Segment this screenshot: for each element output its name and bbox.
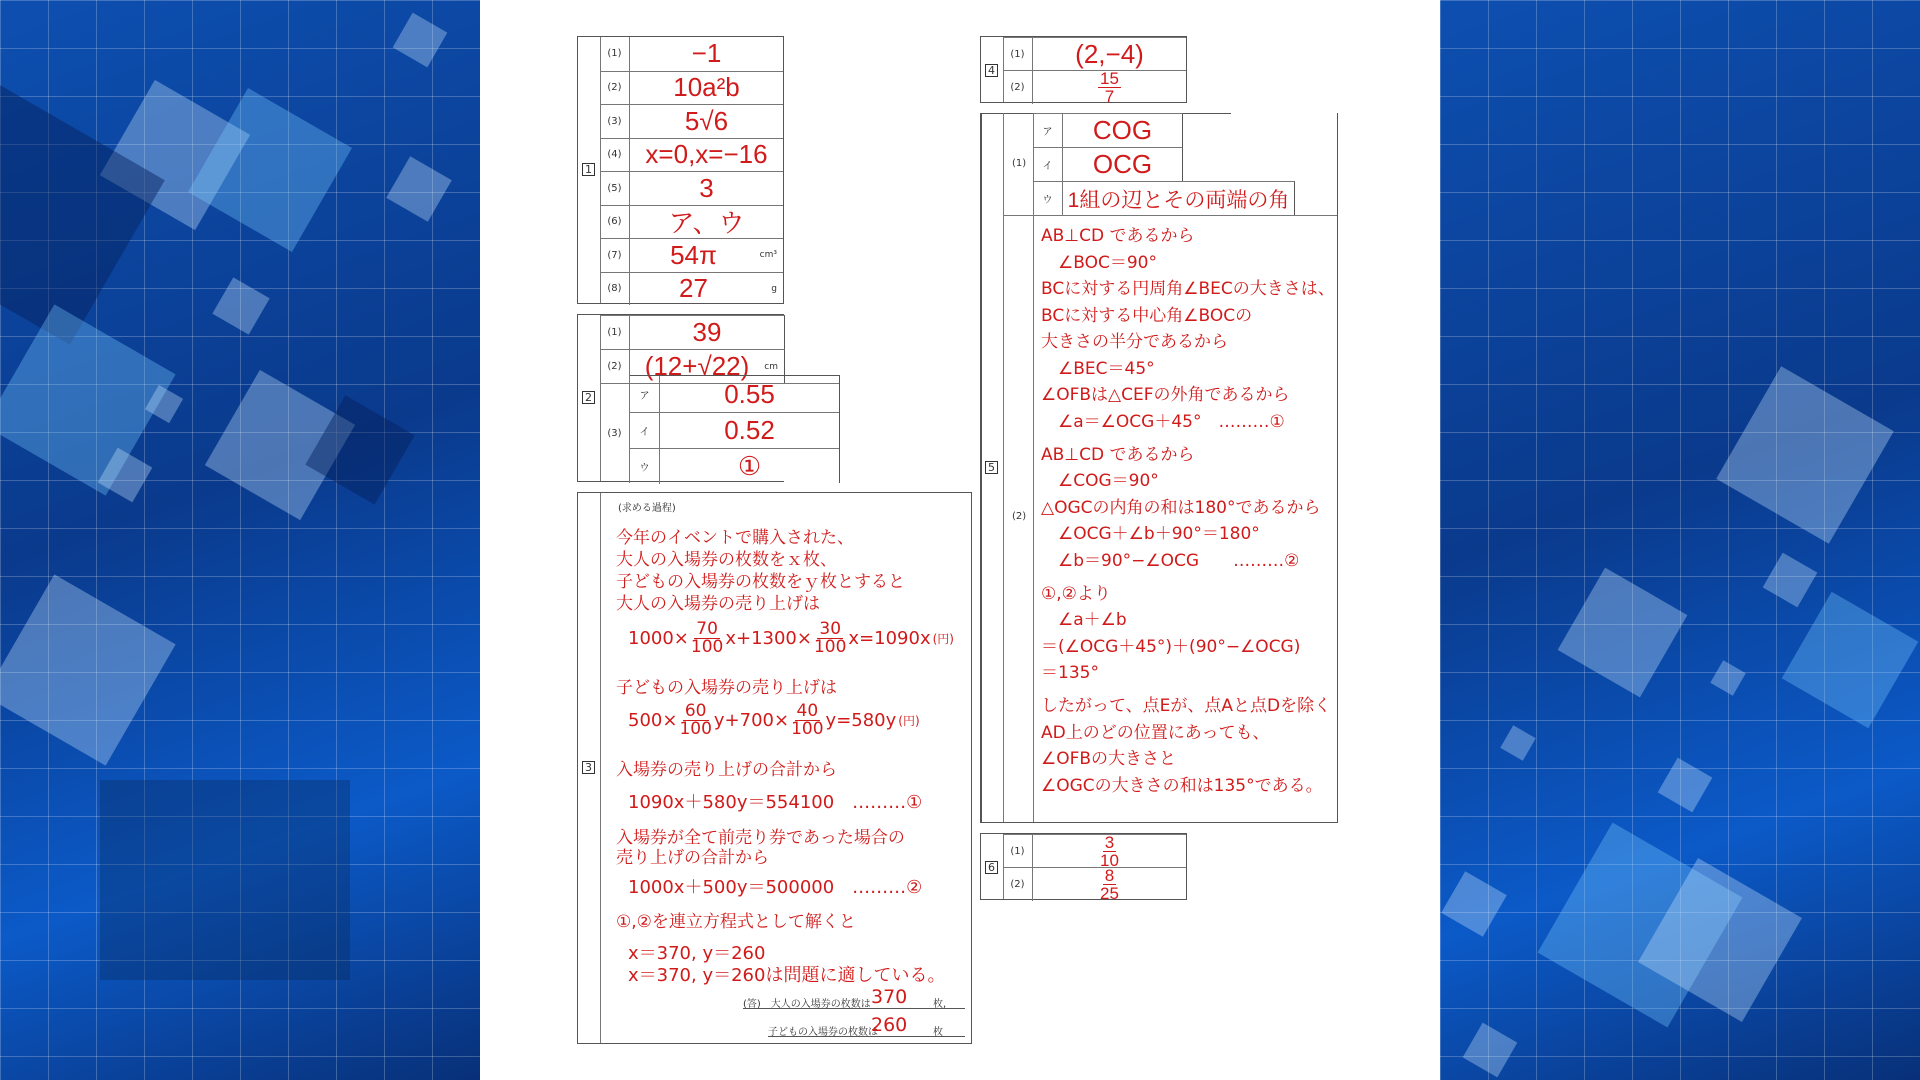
q5-proof-line: BCに対する中心角∠BOCの	[1041, 305, 1253, 326]
q3-answer-line-1: (答) 大人の入場券の枚数は 370 枚,	[743, 989, 965, 1009]
q5-proof-line: ∠BOC＝90°	[1041, 252, 1157, 273]
q1-row: (6) ア、ウ	[600, 205, 783, 239]
q1-row: (1) −1	[600, 37, 783, 71]
q1-row: (5) 3	[600, 171, 783, 205]
q5-proof-line: ∠a＝∠OCG＋45° ………①	[1041, 411, 1285, 432]
q3-box: 3 (求める過程) 今年のイベントで購入された、 大人の入場券の枚数をｘ枚、 子どもの入場券の枚数をｙ枚とすると 大人の入場券の売り上げは 1000× $\frac{70}{100}$ x+1300× $\frac{30}{100}$ x=1090x (円) 子どもの入場券の売り上げは 500× $\frac{60}{100}$ y+700× $\frac{40}{100}$ y=580y (円) 入場券の売り上げの合計から 1090x＋580y＝554100 ………① 入場券が全て前売り券であった場合の 売り上げの合計から 1000x＋500y＝500000 ………② ①,②を連立方程式として解くと x＝370, y＝260 x＝370, y＝260は問題に適している。 (答) 大人の入場券の枚数は 370 枚, 子どもの入場券の枚数は 260 枚	[577, 492, 972, 1044]
left-background-panel	[0, 0, 480, 1080]
q5-part1-row: イ OCG	[1033, 147, 1183, 181]
q2-sub-row: ウ ①	[630, 448, 839, 484]
q6-answer-1: $\frac{3}{10}$	[1100, 832, 1119, 870]
q5-proof-line: ∠OFBは△CEFの外角であるから	[1041, 385, 1290, 405]
q5-part1-row: ウ 1組の辺とその両端の角	[1033, 181, 1295, 215]
q3-number: 3	[582, 761, 595, 774]
q5-proof-line: ∠OFBの大きさと	[1041, 749, 1177, 769]
q5-proof-line: AB⊥CD であるから	[1041, 226, 1195, 246]
q1-answer: ア、ウ	[668, 208, 745, 239]
q5-part1-answer: COG	[1092, 115, 1153, 145]
q1-answer: 3	[699, 172, 714, 203]
q3-answer-adult: 370	[871, 986, 908, 1008]
q2-row-1: (1) 39	[600, 315, 785, 349]
q1-row: (8) 27 g	[600, 272, 783, 306]
q5-proof-line: ＝(∠OCG＋45°)＋(90°−∠OCG)	[1041, 636, 1301, 657]
q1-row: (7) 54π cm³	[600, 238, 783, 272]
q3-answer-line-2: 子どもの入場券の枚数は 260 枚	[768, 1017, 965, 1037]
q2-box	[577, 314, 784, 482]
q1-answer: 54π	[670, 239, 717, 270]
q5-proof-line: BCに対する円周角∠BECの大きさは、	[1041, 279, 1335, 299]
decor-square	[100, 780, 350, 980]
q4-box: 4 (1) (2,−4) (2) $\frac{15}{7}$	[980, 36, 1187, 103]
q5-proof-line: AD上のどの位置にあっても、	[1041, 722, 1270, 743]
q5-part1-answer: OCG	[1092, 149, 1153, 179]
q5-proof-line: △OGCの内角の和は180°であるから	[1041, 497, 1321, 518]
q2-row-3: (3) ア 0.55 イ 0.52 ウ ①	[600, 383, 840, 483]
q1-answer: 5√6	[684, 105, 729, 136]
q5-proof-line: ∠BEC＝45°	[1041, 358, 1155, 379]
q2-sub-answer: 0.55	[724, 378, 775, 409]
q2-number: 2	[582, 391, 595, 404]
q1-answer: 27	[679, 273, 708, 304]
q4-answer-1: (2,−4)	[1075, 38, 1144, 69]
q6-box: 6 (1) $\frac{3}{10}$ (2) $\frac{8}{25}$	[980, 833, 1187, 900]
q2-row-2: (2) (12+√22) cm	[600, 349, 785, 383]
q1-answer: −1	[691, 38, 722, 69]
q3-equation-2: 500× $\frac{60}{100}$ y+700× $\frac{40}{100}$ y=580y (円)	[628, 701, 920, 739]
q5-proof-line: ∠COG＝90°	[1041, 471, 1159, 491]
q5-proof-line: ＝135°	[1041, 663, 1099, 683]
q6-answer-2: $\frac{8}{25}$	[1100, 866, 1119, 903]
q1-number: 1	[582, 163, 595, 176]
q1-row: (4) x=0,x=−16	[600, 138, 783, 172]
q3-equation-1: 1000× $\frac{70}{100}$ x+1300× $\frac{30}{100}$ x=1090x (円)	[628, 619, 954, 657]
q2-sub-answer: ①	[737, 451, 762, 481]
q5-proof-line: ∠OCG＋∠b＋90°＝180°	[1041, 524, 1260, 544]
q3-answer-child: 260	[871, 1014, 908, 1036]
q2-sub-row: ア 0.55	[630, 376, 839, 412]
q5-proof-line: AB⊥CD であるから	[1041, 444, 1195, 465]
q1-answer: 10a²b	[673, 72, 740, 103]
q5-box: 5 (1) ア COG イ OCG ウ 1組の辺とその両端の角 (2) AB⊥CD であるから ∠BOC＝90° BCに対する円周角∠BECの大きさは、 BCに対する中心角∠BOCの 大きさの半分であるから ∠BEC＝45° ∠OFBは△CEFの外角であるから ∠a＝∠OCG＋45° ………① AB⊥CD であるから ∠COG＝90° △OGCの内角の和は180°であるから ∠OCG＋∠b＋90°＝180° ∠b＝90°−∠OCG ………② ①,②より ∠a＋∠b ＝(∠OCG＋45°)＋(90°−∠OCG) ＝135° したがって、点Eが、点Aと点Dを除く AD上のどの位置にあっても、 ∠OFBの大きさと ∠OGCの大きさの和は135°である。	[980, 113, 1338, 823]
q5-proof-line: したがって、点Eが、点Aと点Dを除く	[1041, 696, 1332, 716]
q2-answer-1: 39	[692, 317, 722, 347]
q2-sub-answer: 0.52	[724, 415, 775, 445]
q5-proof-line: ∠b＝90°−∠OCG ………②	[1041, 550, 1300, 571]
q1-row: (3) 5√6	[600, 104, 783, 138]
q5-proof-line: 大きさの半分であるから	[1041, 332, 1228, 352]
q4-answer-2: $\frac{15}{7}$	[1100, 69, 1119, 106]
q1-answer: x=0,x=−16	[645, 139, 768, 170]
right-background-panel	[1440, 0, 1920, 1080]
q1-box	[577, 36, 784, 304]
q5-proof-line: ∠OGCの大きさの和は135°である。	[1041, 775, 1323, 796]
q1-rows	[600, 37, 783, 303]
q2-answer-2: (12+√22)	[644, 351, 750, 381]
q5-proof-line: ①,②より	[1041, 583, 1111, 604]
answer-sheet	[480, 0, 1440, 1080]
q1-row: (2) 10a²b	[600, 71, 783, 105]
q5-part1-answer: 1組の辺とその両端の角	[1067, 188, 1290, 212]
q2-sub-row: イ 0.52	[630, 412, 839, 448]
q5-proof-line: ∠a＋∠b	[1041, 610, 1127, 630]
q5-part1-row: ア COG	[1033, 113, 1183, 147]
